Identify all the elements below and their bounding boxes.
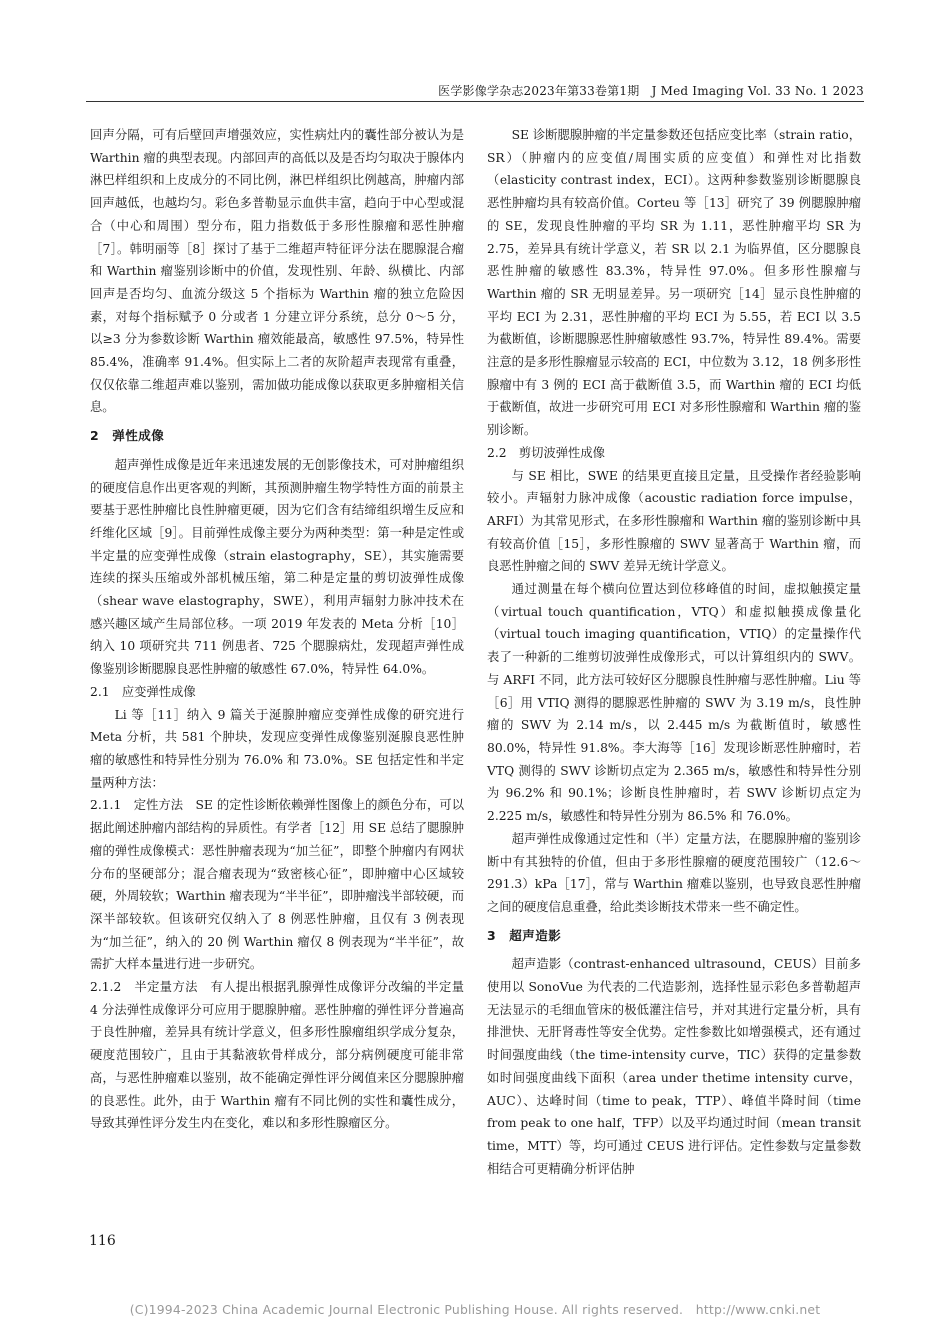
paragraph: Li 等［11］纳入 9 篇关于涎腺肿瘤应变弹性成像的研究进行 Meta 分析，共 581 个肿块，发现应变弹性成像鉴别涎腺良恶性肿瘤的敏感性和特异性分别为 76.0% 和 73.0%。SE 包括定性和半定量两种方法： bbox=[90, 707, 464, 790]
paragraph: 2.1.1 定性方法 SE 的定性诊断依赖弹性图像上的颜色分布，可以据此阐述肿瘤内部结构的异质性。有学者［12］用 SE 总结了腮腺肿瘤的弹性成像模式：恶性肿瘤表现为“加兰征”，即整个肿瘤内有网状分布的坚硬部分；混合瘤表现为“致密核心征”，即肿瘤中心区域较硬，外周较软；Warthin 瘤表现为“半半征”，即肿瘤浅半部较硬，而深半部较软。但该研究仅纳入了 8 例恶性肿瘤，且仅有 3 例表现为“加兰征”，纳入的 20 例 Warthin 瘤仅 8 例表现为“半半征”，故需扩大样本量进行进一步研究。 bbox=[90, 798, 464, 972]
subsection-heading: 2.2 剪切波弹性成像 bbox=[487, 445, 605, 460]
page-number: 116 bbox=[89, 1233, 116, 1249]
running-header: 医学影像学杂志2023年第33卷第1期 J Med Imaging Vol. 33 No. 1 2023 bbox=[438, 84, 864, 98]
paragraph: SE 诊断腮腺肿瘤的半定量参数还包括应变比率（strain ratio，SR）（肿瘤内的应变值/周围实质的应变值）和弹性对比指数（elasticity contrast index，ECI）。这两种参数鉴别诊断腮腺良恶性肿瘤均具有较高价值。Corteu 等［13］研究了 39 例腮腺肿瘤的 SE，发现良性肿瘤的平均 SR 为 1.11，恶性肿瘤平均 SR 为 2.75，差异具有统计学意义，若 SR 以 2.1 为临界值，区分腮腺良恶性肿瘤的敏感性 83.3%，特异性 97.0%。但多形性腺瘤与 Warthin 瘤的 SR 无明显差异。另一项研究［14］显示良性肿瘤的平均 ECI 为 2.31，恶性肿瘤的平均 ECI 为 5.55，若 ECI 以 3.5 为截断值，诊断腮腺恶性肿瘤敏感性 93.7%，特异性 89.4%。需要注意的是多形性腺瘤显示较高的 ECI，中位数为 3.12，18 例多形性腺瘤中有 3 例的 ECI 高于截断值 3.5，而 Warthin 瘤的 ECI 均低于截断值，故进一步研究可用 ECI 对多形性腺瘤和 Warthin 瘤的鉴别诊断。 bbox=[487, 128, 861, 438]
left-column bbox=[90, 124, 464, 1135]
section-heading: 2 弹性成像 bbox=[90, 428, 165, 444]
paragraph: 与 SE 相比，SWE 的结果更直接且定量，且受操作者经验影响较小。声辐射力脉冲成像（acoustic radiation force impulse，ARFI）为其常见形式，在多形性腺瘤和 Warthin 瘤的鉴别诊断中具有较高价值［15］，多形性腺瘤的 SWV 显著高于 Warthin 瘤，而良恶性肿瘤之间的 SWV 差异无统计学意义。 bbox=[487, 468, 861, 574]
right-column bbox=[487, 124, 861, 1180]
paragraph: 回声分隔，可有后壁回声增强效应，实性病灶内的囊性部分被认为是 Warthin 瘤的典型表现。内部回声的高低以及是否均匀取决于腺体内淋巴样组织和上皮成分的不同比例，淋巴样组织比例越高，肿瘤内部回声越低，也越均匀。彩色多普勒显示血供丰富，趋向于中心型或混合（中心和周围）型分布，阻力指数低于多形性腺瘤和恶性肿瘤［7］。韩明丽等［8］探讨了基于二维超声特征评分法在腮腺混合瘤和 Warthin 瘤鉴别诊断中的价值，发现性别、年龄、纵横比、内部回声是否均匀、血流分级这 5 个指标为 Warthin 瘤的独立危险因素，对每个指标赋予 0 分或者 1 分建立评分系统，总分 0～5 分，以≥3 分为参数诊断 Warthin 瘤效能最高，敏感性 97.5%，特异性 85.4%，准确率 91.4%。但实际上二者的灰阶超声表现常有重叠，仅仅依靠二维超声难以鉴别，需加做功能成像以获取更多肿瘤相关信息。 bbox=[90, 128, 464, 415]
paragraph: 超声弹性成像是近年来迅速发展的无创影像技术，可对肿瘤组织的硬度信息作出更客观的判断，其预测肿瘤生物学特性方面的前景主要基于恶性肿瘤比良性肿瘤更硬，因为它们含有结缔组织增生反应和纤维化区域［9］。目前弹性成像主要分为两种类型：第一种是定性或半定量的应变弹性成像（strain elastography，SE），其实施需要连续的探头压缩或外部机械压缩，第二种是定量的剪切波弹性成像（shear wave elastography，SWE），利用声辐射力脉冲技术在感兴趣区域产生局部位移。一项 2019 年发表的 Meta 分析［10］纳入 10 项研究共 711 例患者、725 个腮腺病灶，发现超声弹性成像鉴别诊断腮腺良恶性肿瘤的敏感性 67.0%，特异性 64.0%。 bbox=[90, 457, 464, 677]
header-rule bbox=[86, 101, 864, 102]
paragraph: 超声造影（contrast-enhanced ultrasound，CEUS）目前多使用以 SonoVue 为代表的二代造影剂，选择性显示彩色多普勒超声无法显示的毛细血管床的极低灌注信号，并对其进行定量分析，具有排泄快、无肝肾毒性等安全优势。定性参数比如增强模式，还有通过时间强度曲线（the time-intensity curve，TIC）获得的定量参数如时间强度曲线下面积（area under thetime intensity curve，AUC）、达峰时间（time to peak，TTP）、峰值半降时间（time from peak to one half，TFP）以及平均通过时间（mean transit time，MTT）等，均可通过 CEUS 进行评估。定性参数与定量参数相结合可更精确分析评估肿 bbox=[487, 957, 861, 1176]
paragraph: 2.1.2 半定量方法 有人提出根据乳腺弹性成像评分改编的半定量 4 分法弹性成像评分可应用于腮腺肿瘤。恶性肿瘤的弹性评分普遍高于良性肿瘤，差异具有统计学意义，但多形性腺瘤组织学成分复杂，硬度范围较广，且由于其黏液软骨样成分，部分病例硬度可能非常高，与恶性肿瘤难以鉴别，故不能确定弹性评分阈值来区分腮腺肿瘤的良恶性。此外，由于 Warthin 瘤有不同比例的实性和囊性成分，导致其弹性评分发生内在变化，难以和多形性腺瘤区分。 bbox=[90, 980, 464, 1131]
subsection-heading: 2.1 应变弹性成像 bbox=[90, 684, 196, 699]
paragraph: 超声弹性成像通过定性和（半）定量方法，在腮腺肿瘤的鉴别诊断中有其独特的价值，但由于多形性腺瘤的硬度范围较广（12.6～291.3）kPa［17］，常与 Warthin 瘤难以鉴别，也导致良恶性肿瘤之间的硬度信息重叠，给此类诊断技术带来一些不确定性。 bbox=[487, 831, 861, 914]
paragraph: 通过测量在每个横向位置达到位移峰值的时间，虚拟触摸定量（virtual touch quantification，VTQ）和虚拟触摸成像量化（virtual touch imaging quantification，VTIQ）的定量操作代表了一种新的二维剪切波弹性成像形式，可以计算组织内的 SWV。与 ARFI 不同，此方法可较好区分腮腺良性肿瘤与恶性肿瘤。Liu 等［6］用 VTIQ 测得的腮腺恶性肿瘤的 SWV 为 3.19 m/s，良性肿瘤的 SWV 为 2.14 m/s，以 2.445 m/s 为截断值时，敏感性 80.0%，特异性 91.8%。李大海等［16］发现诊断恶性肿瘤时，若 VTQ 测得的 SWV 诊断切点定为 2.365 m/s，敏感性和特异性分别为 96.2% 和 90.1%；诊断良性肿瘤时，若 SWV 诊断切点定为 2.225 m/s，敏感性和特异性分别为 86.5% 和 76.0%。 bbox=[487, 582, 861, 824]
copyright-notice: (C)1994-2023 China Academic Journal Electronic Publishing House. All rights reserved. http://www.cnki.net bbox=[129, 1302, 821, 1317]
section-heading: 3 超声造影 bbox=[487, 927, 562, 943]
